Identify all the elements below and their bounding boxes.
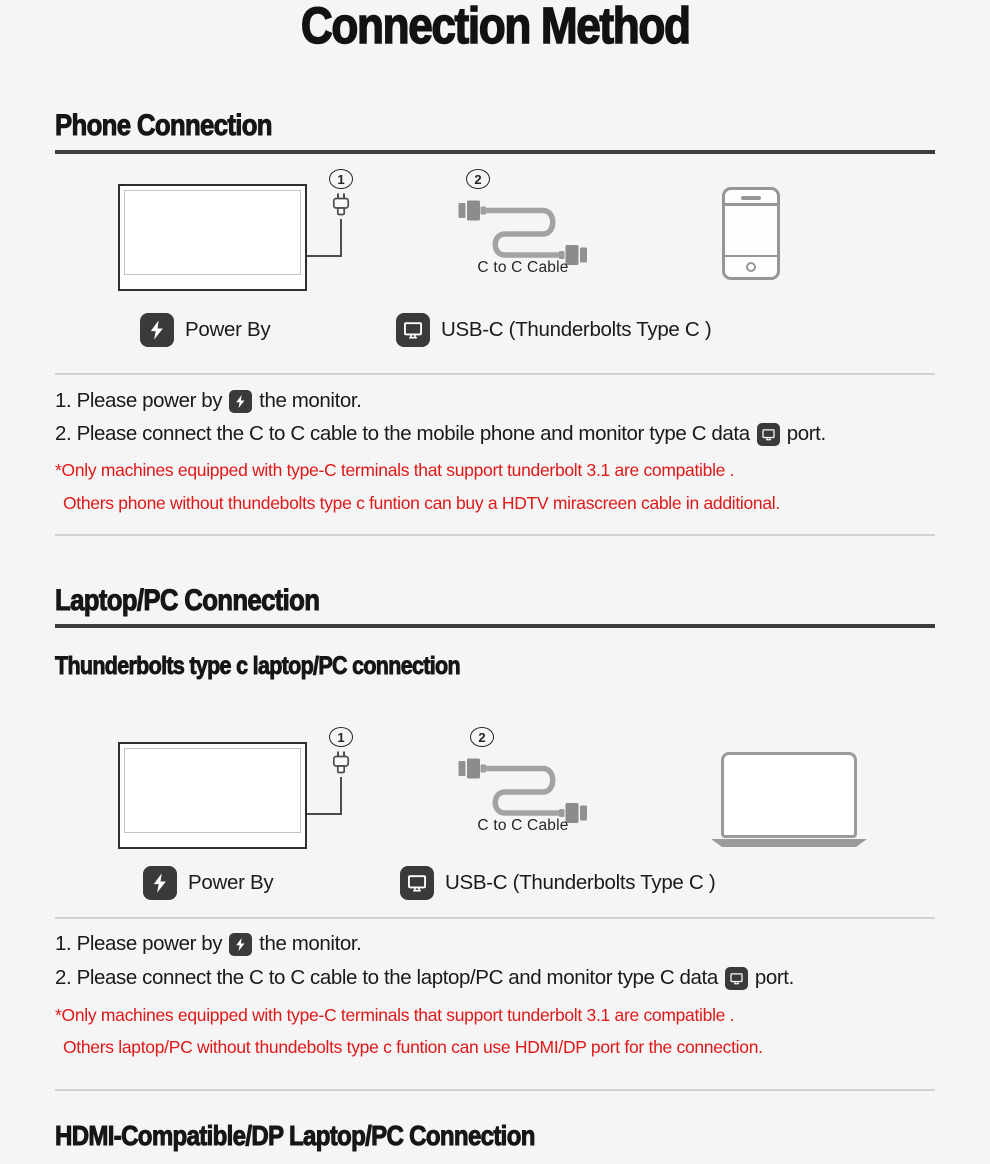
bolt-badge-inline [229, 933, 252, 956]
divider [55, 373, 935, 375]
cable-label: C to C Cable [477, 817, 569, 834]
divider [55, 917, 935, 919]
laptop-section-rule [55, 624, 935, 628]
usb-c-cable-icon [457, 749, 592, 827]
monitor-illustration [118, 742, 307, 849]
phone-step-1 [55, 389, 361, 413]
usbc-monitor-badge [400, 866, 434, 900]
step-text: the monitor. [259, 389, 362, 412]
laptop-step-1 [55, 932, 361, 956]
bolt-icon [233, 394, 248, 409]
monitor-badge-inline [725, 967, 748, 990]
cable-label: C to C Cable [477, 259, 569, 276]
power-plug-icon [331, 751, 351, 778]
bolt-icon [233, 937, 248, 952]
phone-top-line [725, 203, 777, 206]
laptop-diagram-row [0, 723, 990, 863]
phone-warning-2: Others phone without thundebolts type c funtion can buy a HDTV mirascreen cable in additional. [63, 493, 780, 513]
divider [55, 1089, 935, 1091]
phone-step-2 [55, 422, 826, 446]
usbc-monitor-badge [396, 313, 430, 347]
step-text: 2. Please connect the C to C cable to the mobile phone and monitor type C data [55, 422, 750, 445]
phone-warning-1: *Only machines equipped with type-C terminals that support tunderbolt 3.1 are compatible . [55, 460, 735, 480]
usb-c-cable-icon [457, 191, 592, 269]
bolt-icon [149, 872, 171, 894]
step-1-marker: 1 [329, 727, 353, 747]
hdmi-section-heading-text: HDMI-Compatible/DP Laptop/PC Connection [55, 1120, 535, 1151]
step-text: the monitor. [259, 932, 362, 955]
step-2-marker: 2 [466, 169, 490, 189]
power-plug-icon [331, 193, 351, 220]
step-text: port. [786, 422, 826, 445]
page-title [0, 0, 990, 54]
monitor-icon [729, 971, 744, 986]
bolt-badge-inline [229, 390, 252, 413]
phone-icon [722, 187, 780, 280]
usbc-label: USB-C (Thunderbolts Type C ) [441, 318, 712, 341]
laptop-warning-2: Others laptop/PC without thundebolts type c funtion can use HDMI/DP port for the connection. [63, 1037, 763, 1057]
plug-connector-line [307, 777, 342, 815]
laptop-section-heading-text: Laptop/PC Connection [55, 584, 320, 617]
monitor-illustration [118, 184, 307, 291]
step-text: 1. Please power by [55, 932, 223, 955]
monitor-icon [406, 872, 428, 894]
monitor-badge-inline [757, 423, 780, 446]
laptop-icon [721, 752, 857, 838]
phone-diagram-row [0, 165, 990, 305]
phone-section-rule [55, 150, 935, 154]
step-2-marker: 2 [470, 727, 494, 747]
step-text: port. [754, 966, 794, 989]
page-title-text: Connection Method [300, 0, 690, 55]
power-by-label: Power By [185, 318, 271, 341]
thunderbolt-subheading [55, 652, 526, 680]
power-by-legend [143, 866, 273, 900]
laptop-section-heading [55, 584, 362, 617]
monitor-screen [124, 190, 301, 275]
laptop-base [711, 839, 867, 847]
thunderbolt-subheading-text: Thunderbolts type c laptop/PC connection [55, 652, 460, 680]
phone-section-heading-text: Phone Connection [55, 109, 272, 142]
power-bolt-badge [140, 313, 174, 347]
monitor-icon [402, 319, 424, 341]
hdmi-section-heading [55, 1120, 613, 1151]
phone-section-heading [55, 109, 307, 142]
power-by-legend [140, 313, 270, 347]
usbc-label: USB-C (Thunderbolts Type C ) [445, 871, 716, 894]
phone-home-button [746, 262, 756, 272]
monitor-icon [761, 427, 776, 442]
step-text: 1. Please power by [55, 389, 223, 412]
phone-speaker [741, 196, 761, 200]
plug-connector-line [307, 219, 342, 257]
laptop-warning-1: *Only machines equipped with type-C terminals that support tunderbolt 3.1 are compatible . [55, 1005, 735, 1025]
monitor-screen [124, 748, 301, 833]
bolt-icon [146, 319, 168, 341]
laptop-step-2 [55, 966, 794, 990]
divider [55, 534, 935, 536]
phone-bottom-line [725, 255, 777, 258]
usbc-legend [396, 313, 711, 347]
power-by-label: Power By [188, 871, 274, 894]
power-bolt-badge [143, 866, 177, 900]
usbc-legend [400, 866, 715, 900]
step-1-marker: 1 [329, 169, 353, 189]
step-text: 2. Please connect the C to C cable to the laptop/PC and monitor type C data [55, 966, 718, 989]
